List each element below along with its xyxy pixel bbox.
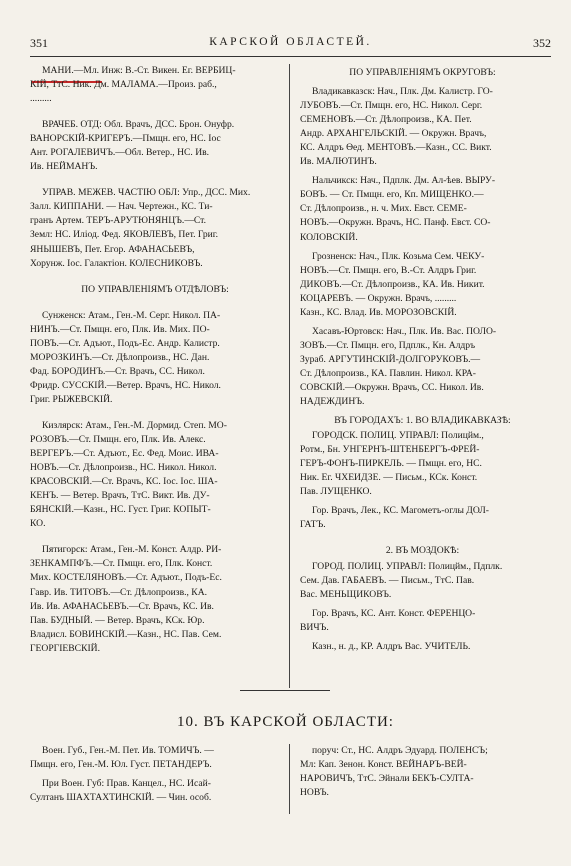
text-line: НОВЪ.—Ст. Дѣлопроизв., НС. Никол. Никол. (30, 462, 217, 474)
text-line: КОЦАРЕВЪ. — Окружн. Врачъ, ......... (300, 292, 457, 304)
text-line: Земл: НС. Иліод. Фед. ЯКОВЛЕВЪ, Пет. Григ. (30, 229, 219, 241)
text-line: Хорунж. Іос. Галактіон. КОЛЕСНИКОВЪ. (30, 257, 203, 269)
section-heading (300, 66, 545, 80)
text-line: Воен. Губ., Ген.-М. Пет. Ив. ТОМИЧЪ. — (42, 745, 214, 756)
text-line: ПОВЪ.—Ст. Адъют., Подъ-Ес. Андр. Калистр. (30, 337, 220, 349)
column-divider (289, 64, 290, 688)
section-heading (30, 283, 280, 297)
entry-paragraph (300, 429, 545, 499)
header-rule (30, 56, 551, 57)
text-line: КОЛОВСКІЙ. (300, 231, 358, 243)
text-line: Гор. Врачъ, КС. Ант. Конст. ФЕРЕНЦО- (312, 607, 476, 619)
text-line: Ив. НЕЙМАНЪ. (30, 161, 98, 173)
entry-paragraph (300, 744, 545, 800)
text-line: Казн., КС. Влад. Ив. МОРОЗОВСКІЙ. (300, 306, 457, 318)
text-line: СОВСКІЙ.—Окружн. Врачъ, СС. Никол. Ив. (300, 381, 484, 393)
text-line: БОВЪ. — Ст. Пмщн. его, Кп. МИЩЕНКО.— (300, 189, 484, 201)
bottom-column-divider (289, 744, 290, 814)
running-title: КАРСКОЙ ОБЛАСТЕЙ. (209, 36, 372, 48)
text-line: ......... (30, 93, 52, 105)
entry-paragraph (300, 640, 545, 654)
text-line: Пмщн. его, Ген.-М. Юл. Густ. ПЕТАНДЕРЪ. (30, 759, 212, 771)
text-line: Григ. РЫЖЕВСКІЙ. (30, 393, 113, 405)
text-line: поруч: Ст., НС. Алдръ Эдуард. ПОЛЕНСЪ; (312, 745, 488, 756)
text-line: КІЙ, ТтС. Ник. Дм. МАЛАМА.—Произ. раб., (30, 79, 217, 91)
section-heading (300, 544, 545, 558)
text-line: БЯНСКІЙ.—Казн., НС. Густ. Григ. КОПЫТ- (30, 504, 211, 516)
text-line: Нальчикск: Нач., Пдплк. Дм. Ал-ѣев. ВЫРУ- (312, 175, 496, 187)
text-line: ВИЧЪ. (300, 621, 329, 633)
page-number-right: 352 (533, 36, 551, 50)
text-line: ПО УПРАВЛЕНІЯМЪ ОКРУГОВЪ: (349, 67, 496, 78)
bottom-left-column (30, 744, 280, 805)
text-line: МОРОЗКИНЪ.—Ст. Дѣлопроизв., НС. Дан. (30, 351, 210, 363)
text-line: ЗОВЪ.—Ст. Пмщн. его, Пдплк., Кн. Алдръ (300, 339, 476, 351)
entry-paragraph (30, 744, 280, 772)
text-line: Ротм., Бн. УНГЕРНЪ-ШТЕНБЕРГЪ-ФРЕЙ- (300, 444, 480, 456)
entry-paragraph (300, 560, 545, 602)
text-line: Владикавказск: Нач., Плк. Дм. Калистр. ГО- (312, 86, 493, 98)
text-line: Ник. Ег. ЧХЕИДЗЕ. — Письм., КСк. Конст. (300, 472, 478, 484)
text-line: Андр. АРХАНГЕЛЬСКІЙ. — Окружн. Врачъ, (300, 128, 487, 140)
text-line: Зураб. АРГУТИНСКІЙ-ДОЛГОРУКОВЪ.— (300, 353, 481, 365)
text-line: ГАТЪ. (300, 519, 326, 531)
text-line: Ив. МАЛЮТИНЪ. (300, 156, 377, 168)
section-rule (240, 690, 330, 691)
text-line: КРАСОВСКІЙ.—Ст. Врачъ, КС. Іос. Іос. ША- (30, 476, 218, 488)
text-line: ЛУБОВЪ.—Ст. Пмщн. его, НС. Никол. Серг. (300, 100, 483, 112)
entry-paragraph (30, 543, 280, 655)
text-line: Ст. Дѣлопроизв., КА. Павлин. Никол. КРА- (300, 367, 476, 379)
text-line: Хасавъ-Юртовск: Нач., Плк. Ив. Вас. ПОЛО- (312, 325, 497, 337)
entry-paragraph (30, 309, 280, 407)
text-line: ГЕРЪ-ФОНЪ-ПИРКЕЛЬ. — Пмщн. его, НС. (300, 458, 482, 470)
section-heading (300, 414, 545, 428)
entry-paragraph (300, 504, 545, 532)
section-title: 10. ВЪ КАРСКОЙ ОБЛАСТИ: (177, 714, 394, 730)
text-line: НОВЪ.—Ст. Пмщн. его, В.-Ст. Алдръ Григ. (300, 264, 477, 276)
text-line: КО. (30, 518, 46, 530)
entry-paragraph (300, 85, 545, 169)
text-line: Пав. БУДНЫЙ. — Ветер. Врачъ, КСк. Юр. (30, 614, 205, 626)
text-line: КЕНЪ. — Ветер. Врачъ, ТтС. Викт. Ив. ДУ- (30, 490, 210, 502)
text-line: Фад. БОРОДИНЪ.—Ст. Врачъ, СС. Никол. (30, 365, 205, 377)
text-line: Гавр. Ив. ТИТОВЪ.—Ст. Дѣлопроизв., КА. (30, 586, 208, 598)
text-line: РОЗОВЪ.—Ст. Пмщн. его, Плк. Ив. Алекс. (30, 434, 206, 446)
text-line: НИНЪ.—Ст. Пмщн. его, Плк. Ив. Мих. ПО- (30, 323, 210, 335)
text-line: Грозненск: Нач., Плк. Козьма Сем. ЧЕКУ- (312, 250, 485, 262)
entry-paragraph (300, 174, 545, 244)
text-line: При Воен. Губ: Прав. Канцел., НС. Исай- (42, 778, 211, 790)
entry-paragraph (30, 186, 280, 270)
text-line: НАДЕЖДИНЪ. (300, 396, 365, 408)
text-line: Султанъ ШАХТАХТИНСКІЙ. — Чин. особ. (30, 792, 212, 804)
entry-paragraph (30, 118, 280, 174)
text-line: Владисл. БОВИНСКІЙ.—Казн., НС. Пав. Сем. (30, 628, 222, 640)
text-line: ВРАЧЕБ. ОТД: Обл. Врачъ, ДСС. Брон. Онуфр. (42, 119, 235, 131)
text-line: Ив. Ив. АФАНАСЬЕВЪ.—Ст. Врачъ, КС. Ив. (30, 600, 214, 612)
text-line: НАРОВИЧЪ, ТтС. Эйнали БЕКЪ-СУЛТА- (300, 773, 474, 785)
text-line: НОВЪ. (300, 787, 329, 799)
text-line: КС. Алдръ Ѳед. МЕНТОВЪ.—Казн., СС. Викт. (300, 142, 492, 154)
text-line: ГОРОД. ПОЛИЦ. УПРАВЛ: Полицйм., Пдплк. (312, 560, 503, 572)
text-line: Казн., н. д., КР. Алдръ Вас. УЧИТЕЛЬ. (312, 640, 471, 652)
text-line: Сем. Дав. ГАБАЕВЪ. — Письм., ТтС. Пав. (300, 574, 475, 586)
entry-paragraph (300, 250, 545, 320)
right-column (300, 64, 545, 654)
entry-paragraph (30, 777, 280, 805)
text-line: УПРАВ. МЕЖЕВ. ЧАСТІЮ ОБЛ: Упр., ДСС. Мих. (42, 187, 251, 199)
text-line: Фридр. СУССКІЙ.—Ветер. Врачъ, НС. Никол. (30, 379, 221, 391)
entry-paragraph (300, 325, 545, 409)
text-line: Мл: Кап. Зенон. Конст. ВЕЙНАРЪ-ВЕЙ- (300, 759, 467, 771)
text-line: МАНИ.—Мл. Инж: В.-Ст. Викен. Ег. ВЕРБИЦ- (42, 65, 236, 76)
text-line: Гор. Врачъ, Лек., КС. Магометъ-оглы ДОЛ- (312, 505, 490, 517)
text-line: ДИКОВЪ.—Ст. Дѣлопроизв., КА. Ив. Никит. (300, 278, 485, 290)
text-line: Сунженск: Атам., Ген.-М. Серг. Никол. ПА- (42, 309, 221, 321)
text-line: гранъ Артем. ТЕРЪ-АРУТЮНЯНЦЪ.—Ст. (30, 215, 207, 227)
text-line: Вас. МЕНЬЩИКОВЪ. (300, 588, 392, 600)
text-line: ВЕРГЕРЪ.—Ст. Адъют., Ес. Фед. Моис. ИВА- (30, 448, 219, 460)
text-line: 2. ВЪ МОЗДОКѢ: (385, 545, 460, 557)
running-header (30, 36, 551, 54)
left-column (30, 64, 280, 656)
text-line: Залл. КИППАНИ. — Нач. Чертежн., КС. Ти- (30, 201, 213, 213)
text-line: ЯНЫШЕВЪ, Пет. Егор. АФАНАСЬЕВЪ, (30, 243, 195, 255)
text-line: Ант. РОГАЛЕВИЧЪ.—Обл. Ветер., НС. Ив. (30, 147, 210, 159)
entry-paragraph (30, 64, 280, 106)
bottom-right-column (300, 744, 545, 800)
entry-paragraph (30, 419, 280, 531)
text-line: СЕМЕНОВЪ.—Ст. Дѣлопроизв., КА. Пет. (300, 114, 472, 126)
text-line: Пятигорск: Атам., Ген.-М. Конст. Алдр. РИ- (42, 544, 222, 556)
text-line: НОВЪ.—Окружн. Врачъ, НС. Панф. Евст. СО- (300, 217, 491, 229)
text-line: Ст. Дѣлопроизв., н. ч. Мих. Евст. СЕМЕ- (300, 203, 467, 215)
text-line: ЗЕНКАМПФЪ.—Ст. Пмщн. его, Плк. Конст. (30, 558, 213, 570)
text-line: ВЪ ГОРОДАХЪ: 1. ВО ВЛАДИКАВКАЗѢ: (334, 415, 511, 427)
page-number-left: 351 (30, 36, 48, 50)
text-line: Кизлярск: Атам., Ген.-М. Дормид. Степ. МО- (42, 419, 227, 431)
text-line: ГЕОРГІЕВСКІЙ. (30, 642, 100, 654)
text-line: ВАНОРСКІЙ-КРИГЕРЪ.—Пмщн. его, НС. Іос (30, 133, 221, 145)
text-line: ПО УПРАВЛЕНІЯМЪ ОТДѢЛОВЪ: (81, 283, 229, 295)
text-line: ГОРОДСК. ПОЛИЦ. УПРАВЛ: Полицйм., (312, 430, 484, 442)
entry-paragraph (300, 607, 545, 635)
text-line: Мих. КОСТЕЛЯНОВЪ.—Ст. Адъют., Подъ-Ес. (30, 572, 222, 584)
text-line: Пав. ЛУЩЕНКО. (300, 486, 372, 498)
